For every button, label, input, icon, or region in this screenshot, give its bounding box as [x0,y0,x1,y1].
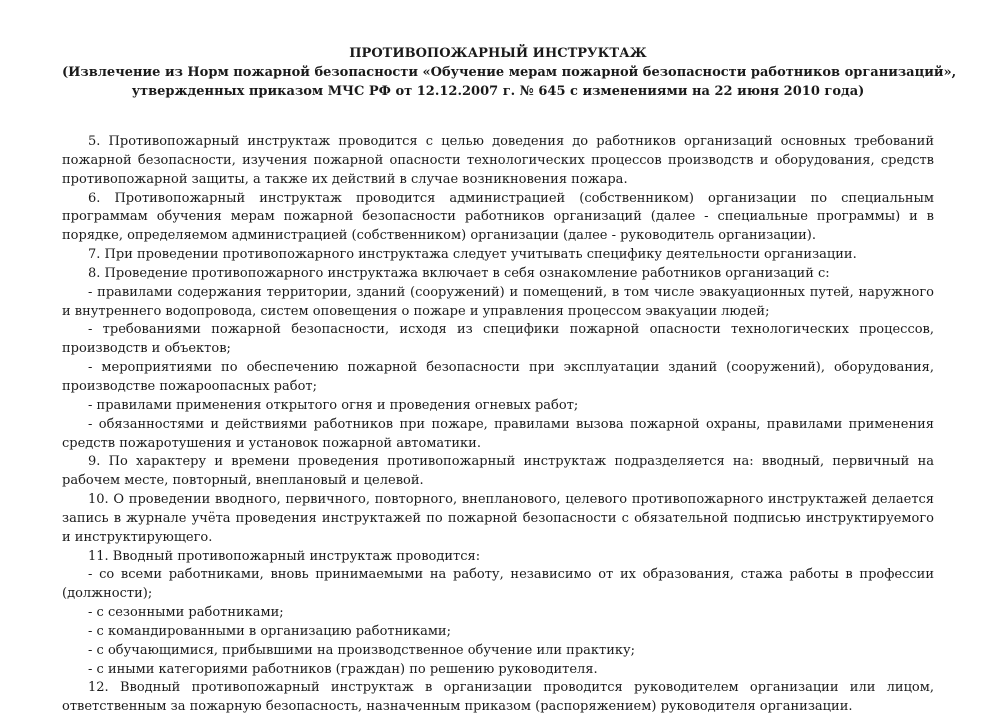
list-item: - с иными категориями работников (граждан) по решению руководителя. [88,661,598,677]
paragraph-12: 12. Вводный противопожарный инструктаж в организации проводится руководителем организации или лицом, ответственным за пожарную безопасность, назначенным приказом (распоряжением) руководителя организации. [62,680,934,715]
document-title: ПРОТИВОПОЖАРНЫЙ ИНСТРУКТАЖ [349,46,647,61]
list-item: - мероприятиями по обеспечению пожарной безопасности при эксплуатации зданий (сооружений), оборудования, производстве пожароопасных работ; [62,360,934,394]
list-item: - правилами применения открытого огня и проведения огневых работ; [88,397,579,413]
paragraph-6: 6. Противопожарный инструктаж проводится администрацией (собственником) организации по специальным программам обучения мерам пожарной безопасности работников организаций (далее - специальные программы) и в порядке, определяемом администрацией (собственником) организации (далее - руководитель организации). [62,190,934,244]
list-item: - с командированными в организацию работниками; [88,623,451,639]
document-page [62,44,957,717]
document-header [62,44,957,101]
paragraph-5: 5. Противопожарный инструктаж проводится с целью доведения до работников организаций основных требований пожарной безопасности, изучения пожарной опасности технологических процессов производств и оборудования, средств противопожарной защиты, а также их действий в случае возникновения пожара. [62,134,934,187]
list-item: - со всеми работниками, вновь принимаемыми на работу, независимо от их образования, стажа работы в профессии (должности); [62,567,934,602]
paragraph-10: 10. О проведении вводного, первичного, повторного, внепланового, целевого противопожарного инструктажей делается запись в журнале учёта проведения инструктажей по пожарной безопасности с обязательной подписью инструктируемого и инструктирующего. [62,492,934,545]
paragraph-9: 9. По характеру и времени проведения противопожарный инструктаж подразделяется на: вводный, первичный на рабочем месте, повторный, внеплановый и целевой. [62,454,934,489]
list-item: - правилами содержания территории, зданий (сооружений) и помещений, в том числе эвакуационных путей, наружного и внутреннего водопровода, систем оповещения о пожаре и управления процессом эвакуации людей; [62,284,934,319]
document-body [62,133,934,717]
list-item: - с обучающимися, прибывшими на производственное обучение или практику; [88,642,636,658]
paragraph-8: 8. Проведение противопожарного инструктажа включает в себя ознакомление работников организаций с: [88,265,830,281]
list-item: - требованиями пожарной безопасности, исходя из специфики пожарной опасности технологических процессов, производств и объектов; [62,322,934,357]
list-item: - с сезонными работниками; [88,605,284,621]
document-subtitle-line-2: утвержденных приказом МЧС РФ от 12.12.2007 г. № 645 с изменениями на 22 июня 2010 года) [131,84,865,99]
paragraph-11: 11. Вводный противопожарный инструктаж проводится: [88,548,481,564]
document-subtitle-line-1: (Извлечение из Норм пожарной безопасности «Обучение мерам пожарной безопасности работников организаций», [62,65,957,80]
paragraph-7: 7. При проведении противопожарного инструктажа следует учитывать специфику деятельности организации. [88,247,857,263]
list-item: - обязанностями и действиями работников при пожаре, правилами вызова пожарной охраны, правилами применения средств пожаротушения и установок пожарной автоматики. [62,416,934,451]
